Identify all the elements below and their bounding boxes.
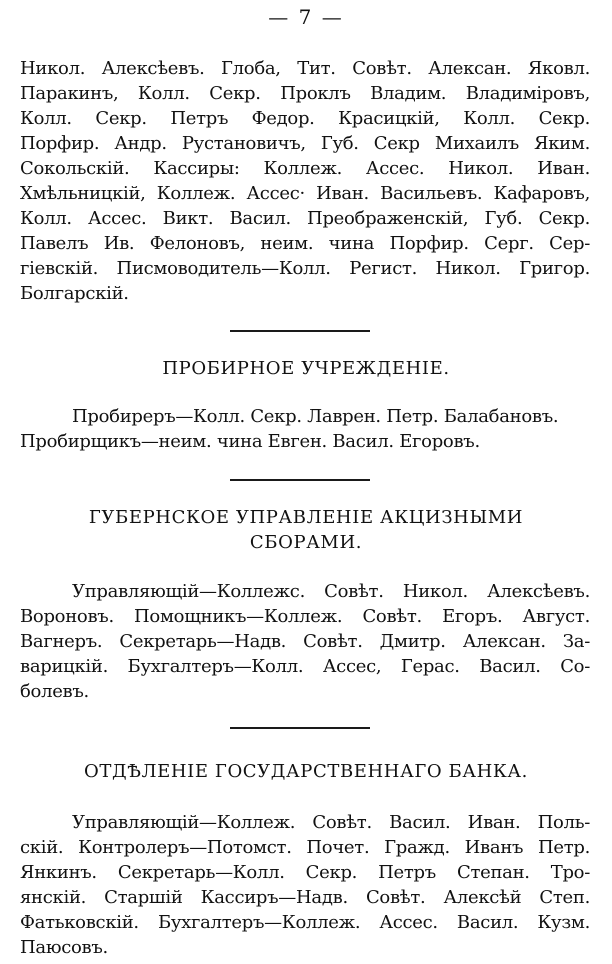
text-line: Порфир. Андр. Рустановичъ, Губ. Секр Михаилъ Яким. xyxy=(20,133,590,154)
text-line: Вороновъ. Помощникъ—Коллеж. Совѣт. Егоръ. Август. xyxy=(20,606,590,627)
text-line: Фатьковскій. Бухгалтеръ—Коллеж. Ассес. Васил. Кузм. xyxy=(20,912,590,933)
section-divider xyxy=(230,727,370,729)
text-line: Болгарскій. xyxy=(20,283,129,304)
text-line: Колл. Секр. Петръ Федор. Красицкій, Колл. Секр. xyxy=(20,108,590,129)
text-line: гіевскій. Писмоводитель—Колл. Регист. Никол. Григор. xyxy=(20,258,590,279)
text-line: Паракинъ, Колл. Секр. Проклъ Владим. Владиміровъ, xyxy=(20,83,590,104)
text-line: Управляющій—Коллежс. Совѣт. Никол. Алексѣевъ. xyxy=(72,581,590,602)
text-line: Пробиреръ—Колл. Секр. Лаврен. Петр. Балабановъ. xyxy=(72,406,559,427)
text-line: Пробирщикъ—неим. чина Евген. Васил. Егоровъ. xyxy=(20,431,480,452)
text-line: Никол. Алексѣевъ. Глоба, Тит. Совѣт. Алексан. Яковл. xyxy=(20,58,590,79)
section-title: ПРОБИРНОЕ УЧРЕЖДЕНІЕ. xyxy=(162,358,450,379)
section-title: ОТДѢЛЕНІЕ ГОСУДАРСТВЕННАГО БАНКА. xyxy=(84,761,528,782)
text-line: скій. Контролеръ—Потомст. Почет. Гражд. Иванъ Петр. xyxy=(20,837,590,858)
section-divider xyxy=(230,479,370,481)
text-line: Янкинъ. Секретарь—Колл. Секр. Петръ Степан. Тро- xyxy=(20,862,590,883)
text-line: Сокольскій. Кассиры: Коллеж. Ассес. Никол. Иван. xyxy=(20,158,590,179)
text-line: Управляющій—Коллеж. Совѣт. Васил. Иван. Поль- xyxy=(72,812,590,833)
text-line: Колл. Ассес. Викт. Васил. Преображенскій, Губ. Секр. xyxy=(20,208,590,229)
section-divider xyxy=(230,330,370,332)
text-line: болевъ. xyxy=(20,681,89,702)
text-line: янскій. Старшій Кассиръ—Надв. Совѣт. Алексѣй Степ. xyxy=(20,887,590,908)
text-line: Паюсовъ. xyxy=(20,937,108,958)
text-line: Хмѣльницкій, Коллеж. Ассес· Иван. Васильевъ. Кафаровъ, xyxy=(20,183,590,204)
text-line: Павелъ Ив. Фелоновъ, неим. чина Порфир. Серг. Сер- xyxy=(20,233,590,254)
section-title: ГУБЕРНСКОЕ УПРАВЛЕНІЕ АКЦИЗНЫМИ xyxy=(88,507,524,528)
text-line: Вагнеръ. Секретарь—Надв. Совѣт. Дмитр. Алексан. За- xyxy=(20,631,590,652)
text-line: варицкій. Бухгалтеръ—Колл. Ассес, Герас. Васил. Со- xyxy=(20,656,590,677)
section-title-continued: СБОРАМИ. xyxy=(249,532,363,553)
page-number: — 7 — xyxy=(268,5,344,29)
